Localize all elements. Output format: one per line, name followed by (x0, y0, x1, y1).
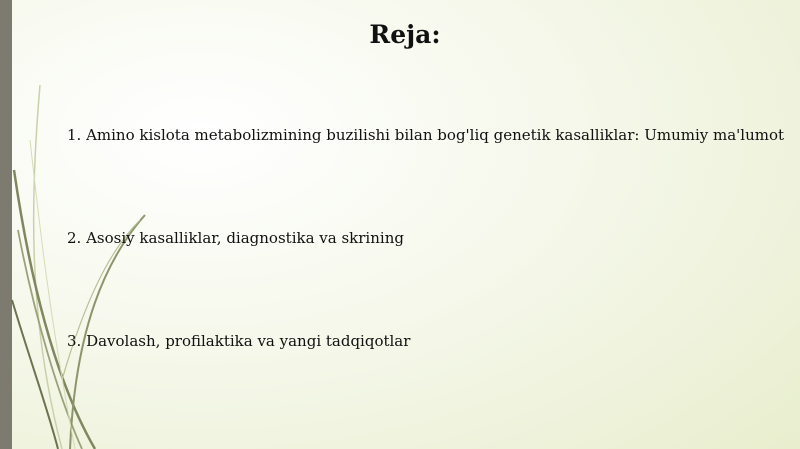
plan-item-2: 2. Asosiy kasalliklar, diagnostika va skrining (67, 229, 404, 247)
plan-item-3: 3. Davolash, profilaktika va yangi tadqiqotlar (67, 332, 411, 350)
grass-decoration (0, 0, 200, 449)
plan-item-1: 1. Amino kislota metabolizmining buzilishi bilan bog'liq genetik kasalliklar: Umumiy ma'lumot (67, 126, 785, 144)
slide-title: Reja: (369, 20, 441, 49)
